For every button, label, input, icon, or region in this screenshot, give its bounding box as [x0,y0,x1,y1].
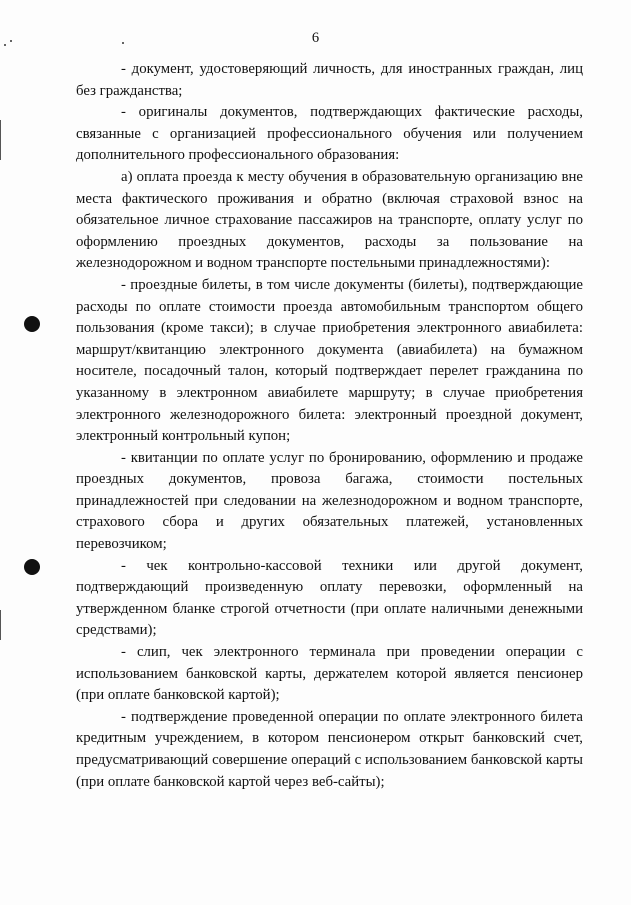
scan-edge-mark [0,120,1,160]
paragraph: - проездные билеты, в том числе документы (билеты), подтверждающие расходы по оплате стоимости проезда автомобильным транспортом общего пользования (кроме такси); в случае приобретения электронного авиабилета: маршрут/квитанцию электронного документа (авиабилета) на бумажном носителе, посадочный талон, который подтверждает перелет гражданина по указанному в электронном авиабилете маршруту; в случае приобретения электронного железнодорожного билета: электронный проездной документ, электронный контрольный купон; [76,276,583,445]
body-text [76,59,583,793]
scan-edge-mark [0,610,1,640]
scan-speck [10,40,12,42]
scan-speck [122,42,124,44]
paragraph: - документ, удостоверяющий личность, для иностранных граждан, лиц без гражданства; [76,61,583,99]
paragraph: а) оплата проезда к месту обучения в образовательную организацию вне места фактического проживания и обратно (включая страховой взнос на обязательное личное страхование пассажиров на транспорте, оплату услуг по оформлению проездных документов, расходы за пользование на железнодорожном и водном транспорте постельными принадлежностями): [76,168,583,272]
paragraph: - чек контрольно-кассовой техники или другой документ, подтверждающий произведенную оплату перевозки, оформленный на утвержденном бланке строгой отчетности (при оплате наличными денежными средствами); [76,557,583,639]
page-number: 6 [311,30,320,46]
hole-punch-mark [24,316,40,332]
hole-punch-mark [24,559,40,575]
paragraph: - квитанции по оплате услуг по бронированию, оформлению и продаже проездных документов, провоза багажа, стоимости постельных принадлежностей при следовании на железнодорожном и водном транспорте, страхового сбора и других обязательных платежей, установленных перевозчиком; [76,449,583,553]
paragraph: - оригиналы документов, подтверждающих фактические расходы, связанные с организацией профессионального обучения или получением дополнительного профессионального образования: [76,104,583,164]
paragraph: - слип, чек электронного терминала при проведении операции с использованием банковской карты, держателем которой является пенсионер (при оплате банковской картой); [76,644,583,704]
paragraph: - подтверждение проведенной операции по оплате электронного билета кредитным учреждением, в котором пенсионером открыт банковский счет, предусматривающий совершение операций с использованием банковской карты (при оплате банковской картой через веб-сайты); [76,708,583,790]
scan-speck [4,44,6,46]
